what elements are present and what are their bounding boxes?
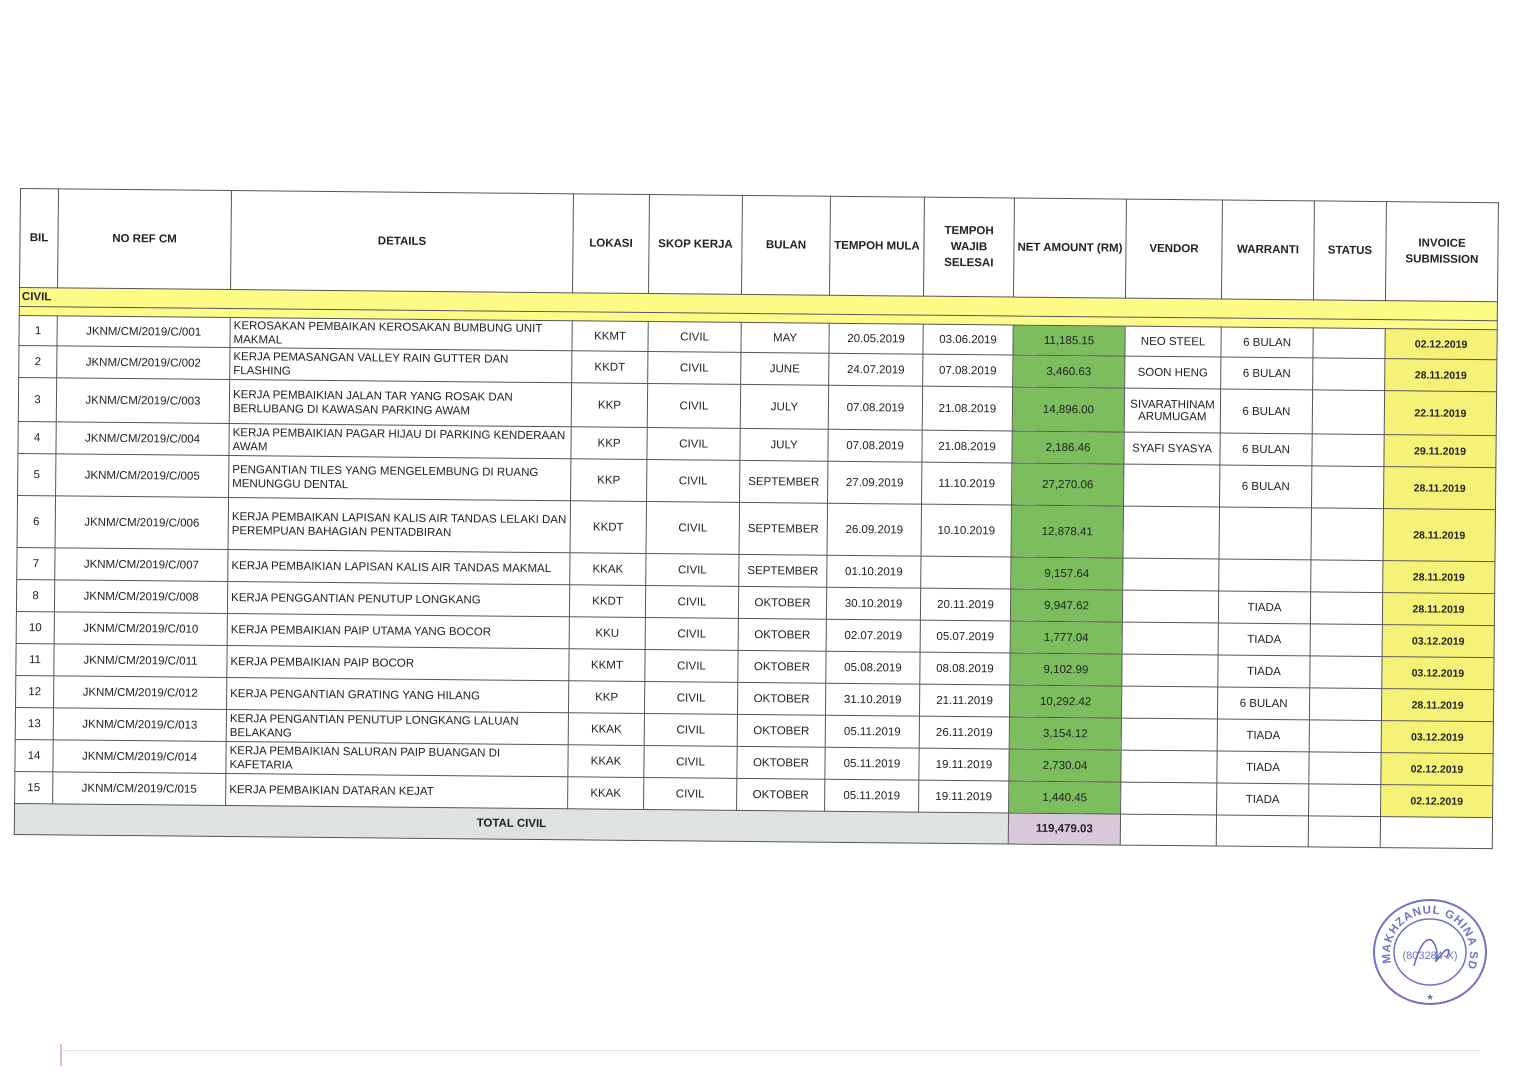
cell-tempoh-wajib-selesai: 11.10.2019 [922,462,1012,505]
cell-status [1312,434,1384,467]
cell-warranti [1219,559,1311,592]
cell-invoice-submission: 28.11.2019 [1383,509,1495,562]
cell-details: KERJA PENGGANTIAN PENUTUP LONGKANG [227,582,569,617]
cell-skop-kerja: CIVIL [644,778,737,811]
cell-tempoh-mula: 05.11.2019 [825,747,919,780]
cell-invoice-submission: 03.12.2019 [1382,625,1494,658]
header-vendor: VENDOR [1125,199,1222,299]
cell-warranti: TIADA [1218,623,1310,656]
cell-warranti: 6 BULAN [1220,433,1312,466]
cell-tempoh-wajib-selesai: 10.10.2019 [921,504,1011,557]
cell-lokasi: KKAK [568,713,644,746]
cell-bil: 12 [16,675,54,707]
cell-invoice-submission: 22.11.2019 [1384,391,1496,436]
cell-status [1310,592,1382,625]
cell-tempoh-wajib-selesai: 08.08.2019 [920,652,1010,685]
section-label: CIVIL [19,288,1497,321]
header-invoice-submission: INVOICE SUBMISSION [1385,202,1498,302]
total-empty-warranti [1216,815,1308,847]
cell-skop-kerja: CIVIL [646,554,739,587]
cell-bil: 7 [17,547,55,579]
cell-warranti: TIADA [1217,719,1309,752]
cell-details: KERJA PEMBAIKAN LAPISAN KALIS AIR TANDAS LELAKI DAN PEREMPUAN BAHAGIAN PENTADBIRAN [228,498,570,553]
margin-mark [60,1044,62,1066]
total-amount: 119,479.03 [1008,813,1120,845]
cell-lokasi: KKMT [569,649,645,682]
cell-no-ref: JKNM/CM/2019/C/001 [57,316,230,348]
cell-skop-kerja: CIVIL [647,460,740,503]
cell-net-amount: 3,154.12 [1009,717,1121,750]
cell-details: KERJA PENGANTIAN PENUTUP LONGKANG LALUAN BELAKANG [226,710,568,745]
cell-skop-kerja: CIVIL [644,682,737,715]
cell-invoice-submission: 02.12.2019 [1381,753,1493,786]
cell-vendor [1122,590,1218,623]
cell-skop-kerja: CIVIL [645,618,738,651]
cell-tempoh-mula: 05.11.2019 [825,779,919,812]
cell-details: KERJA PEMASANGAN VALLEY RAIN GUTTER DAN FLASHING [230,348,572,383]
cell-vendor [1121,782,1217,815]
cell-tempoh-wajib-selesai: 05.07.2019 [920,620,1010,653]
cell-bil: 1 [19,315,57,345]
cell-no-ref: JKNM/CM/2019/C/005 [56,454,229,498]
cell-net-amount: 10,292.42 [1009,685,1121,718]
header-skop-kerja: SKOP KERJA [649,195,743,295]
cell-vendor: SYAFI SYASYA [1124,432,1220,465]
cell-bil: 15 [15,771,53,803]
cell-bulan: OKTOBER [738,586,826,619]
cell-tempoh-mula: 02.07.2019 [826,619,920,652]
cell-tempoh-wajib-selesai: 21.08.2019 [922,430,1012,463]
header-bulan: BULAN [742,195,831,295]
cell-tempoh-wajib-selesai [921,556,1011,589]
cell-tempoh-wajib-selesai: 21.08.2019 [922,386,1012,431]
cell-invoice-submission: 28.11.2019 [1383,467,1495,510]
stamp-registration-number: (803284-X) [1402,950,1458,962]
cell-bulan: JULY [740,384,828,429]
cell-tempoh-mula: 30.10.2019 [826,587,920,620]
cell-net-amount: 9,157.64 [1011,557,1123,590]
cell-bulan: OKTOBER [737,682,825,715]
cell-tempoh-wajib-selesai: 07.08.2019 [923,354,1013,387]
cell-status [1309,784,1381,817]
stamp-company-name: MAKHZANUL GHINA SD [1380,904,1480,972]
cell-bil: 14 [15,739,53,771]
cell-net-amount: 2,186.46 [1012,431,1124,464]
cell-tempoh-wajib-selesai: 19.11.2019 [919,780,1009,813]
cell-invoice-submission: 03.12.2019 [1382,657,1494,690]
cell-bulan: JULY [740,428,828,461]
cell-bulan: OKTOBER [737,746,825,779]
cell-details: PENGANTIAN TILES YANG MENGELEMBUNG DI RUANG MENUNGGU DENTAL [229,456,571,501]
cell-invoice-submission: 28.11.2019 [1383,561,1495,594]
cell-lokasi: KKAK [568,745,644,778]
cell-invoice-submission: 28.11.2019 [1381,689,1493,722]
stamp-star-icon: ★ [1425,992,1435,1002]
header-status: STATUS [1313,201,1386,301]
cell-bulan: OKTOBER [737,714,825,747]
cell-invoice-submission: 03.12.2019 [1381,721,1493,754]
cell-tempoh-wajib-selesai: 26.11.2019 [919,716,1009,749]
cell-details: KERJA PEMBAIKIAN PAIP UTAMA YANG BOCOR [227,614,569,649]
cell-net-amount: 9,947.62 [1010,589,1122,622]
cell-lokasi: KKP [571,427,647,460]
cell-details: KERJA PEMBAIKIAN SALURAN PAIP BUANGAN DI KAFETARIA [226,742,568,777]
cell-bil: 11 [16,643,54,675]
header-lokasi: LOKASI [573,194,650,294]
footer-line [60,1050,1480,1051]
cell-bulan: SEPTEMBER [739,554,827,587]
header-bil: BIL [20,189,59,288]
cell-net-amount: 11,185.15 [1013,325,1125,356]
header-net-amount: NET AMOUNT (RM) [1013,198,1126,298]
cell-lokasi: KKAK [568,777,644,810]
cell-lokasi: KKMT [572,321,648,352]
cell-warranti: TIADA [1218,591,1310,624]
cell-bulan: OKTOBER [738,650,826,683]
cell-status [1309,720,1381,753]
cell-net-amount: 14,896.00 [1012,387,1124,432]
cell-bil: 6 [17,495,55,547]
cell-no-ref: JKNM/CM/2019/C/008 [54,580,227,614]
civil-works-table-sheet [14,188,1498,849]
cell-vendor [1123,506,1219,559]
cell-net-amount: 1,440.45 [1009,781,1121,814]
cell-lokasi: KKAK [570,553,646,586]
cell-net-amount: 3,460.63 [1013,355,1125,388]
cell-vendor: SOON HENG [1125,356,1221,389]
cell-status [1309,752,1381,785]
cell-vendor: SIVARATHINAM ARUMUGAM [1124,388,1220,433]
cell-net-amount: 9,102.99 [1010,653,1122,686]
cell-tempoh-mula: 01.10.2019 [827,555,921,588]
cell-bulan: SEPTEMBER [739,502,827,555]
cell-net-amount: 27,270.06 [1012,463,1124,506]
cell-no-ref: JKNM/CM/2019/C/002 [57,346,230,380]
cell-status [1310,624,1382,657]
cell-lokasi: KKDT [572,351,648,384]
cell-no-ref: JKNM/CM/2019/C/006 [55,496,228,550]
cell-status [1311,466,1383,509]
cell-skop-kerja: CIVIL [645,586,738,619]
cell-no-ref: JKNM/CM/2019/C/013 [53,708,226,742]
cell-status [1313,328,1385,359]
cell-tempoh-mula: 27.09.2019 [828,461,922,504]
cell-bulan: OKTOBER [737,778,825,811]
cell-skop-kerja: CIVIL [647,428,740,461]
cell-skop-kerja: CIVIL [645,650,738,683]
cell-vendor: NEO STEEL [1125,326,1221,357]
cell-bil: 5 [18,453,56,495]
cell-bulan: JUNE [741,352,829,385]
cell-net-amount: 12,878.41 [1011,505,1123,558]
cell-skop-kerja: CIVIL [644,746,737,779]
total-label: TOTAL CIVIL [14,803,1008,844]
cell-warranti: TIADA [1218,655,1310,688]
header-tempoh-wajib-selesai: TEMPOH WAJIB SELESAI [924,197,1015,297]
cell-vendor [1121,750,1217,783]
company-stamp [1370,896,1490,1008]
cell-vendor [1122,654,1218,687]
cell-bil: 3 [18,377,56,421]
cell-vendor [1123,558,1219,591]
cell-tempoh-mula: 07.08.2019 [828,385,922,430]
cell-lokasi: KKP [571,383,647,428]
cell-status [1313,358,1385,391]
cell-tempoh-wajib-selesai: 20.11.2019 [920,588,1010,621]
cell-vendor [1121,686,1217,719]
cell-no-ref: JKNM/CM/2019/C/010 [54,612,227,646]
cell-bulan: SEPTEMBER [740,460,828,503]
cell-skop-kerja: CIVIL [644,714,737,747]
total-empty-invoice [1380,817,1492,849]
cell-lokasi: KKP [571,459,647,502]
cell-status [1310,656,1382,689]
cell-tempoh-mula: 07.08.2019 [828,429,922,462]
header-no-ref: NO REF CM [58,189,232,290]
total-empty-vendor [1120,814,1216,846]
cell-skop-kerja: CIVIL [646,502,739,555]
cell-invoice-submission: 28.11.2019 [1382,593,1494,626]
cell-tempoh-mula: 24.07.2019 [829,353,923,386]
cell-warranti: 6 BULAN [1221,357,1313,390]
cell-status [1311,560,1383,593]
cell-invoice-submission: 29.11.2019 [1384,435,1496,468]
cell-bulan: MAY [741,322,829,353]
cell-net-amount: 1,777.04 [1010,621,1122,654]
cell-skop-kerja: CIVIL [648,352,741,385]
cell-no-ref: JKNM/CM/2019/C/014 [53,740,226,774]
cell-warranti: TIADA [1217,783,1309,816]
cell-warranti [1219,507,1311,560]
cell-bil: 10 [16,611,54,643]
cell-bulan: OKTOBER [738,618,826,651]
cell-details: KERJA PEMBAIKIAN DATARAN KEJAT [226,774,568,809]
cell-warranti: 6 BULAN [1219,465,1311,508]
cell-bil: 2 [19,345,57,377]
cell-warranti: 6 BULAN [1217,687,1309,720]
cell-bil: 13 [15,707,53,739]
cell-tempoh-wajib-selesai: 21.11.2019 [919,684,1009,717]
cell-vendor [1121,718,1217,751]
cell-no-ref: JKNM/CM/2019/C/004 [56,422,229,456]
cell-invoice-submission: 02.12.2019 [1385,329,1497,360]
cell-tempoh-mula: 05.08.2019 [826,651,920,684]
cell-details: KERJA PEMBAIKIAN JALAN TAR YANG ROSAK DAN BERLUBANG DI KAWASAN PARKING AWAM [229,380,571,427]
cell-status [1312,390,1384,435]
cell-lokasi: KKU [569,617,645,650]
cell-lokasi: KKP [568,681,644,714]
cell-details: KEROSAKAN PEMBAIKAN KEROSAKAN BUMBUNG UNIT MAKMAL [230,318,572,351]
cell-bil: 8 [16,579,54,611]
cell-no-ref: JKNM/CM/2019/C/015 [53,772,226,806]
cell-tempoh-mula: 05.11.2019 [825,715,919,748]
cell-no-ref: JKNM/CM/2019/C/003 [56,378,229,424]
cell-vendor [1122,622,1218,655]
cell-details: KERJA PEMBAIKIAN LAPISAN KALIS AIR TANDAS MAKMAL [228,550,570,585]
cell-skop-kerja: CIVIL [647,384,740,429]
cell-invoice-submission: 02.12.2019 [1381,785,1493,818]
cell-bil: 4 [18,421,56,453]
header-warranti: WARRANTI [1221,200,1314,300]
cell-status [1311,508,1383,561]
cell-details: KERJA PENGANTIAN GRATING YANG HILANG [227,678,569,713]
cell-invoice-submission: 28.11.2019 [1385,359,1497,392]
civil-works-table [14,188,1499,849]
cell-tempoh-wajib-selesai: 19.11.2019 [919,748,1009,781]
cell-warranti: 6 BULAN [1220,389,1312,434]
cell-vendor [1123,464,1219,507]
cell-details: KERJA PEMBAIKIAN PAGAR HIJAU DI PARKING KENDERAAN AWAM [229,424,571,459]
cell-no-ref: JKNM/CM/2019/C/011 [54,644,227,678]
header-details: DETAILS [231,191,574,293]
cell-tempoh-mula: 26.09.2019 [827,503,921,556]
cell-warranti: 6 BULAN [1221,327,1313,358]
cell-tempoh-mula: 31.10.2019 [825,683,919,716]
cell-no-ref: JKNM/CM/2019/C/012 [54,676,227,710]
cell-tempoh-wajib-selesai: 03.06.2019 [923,324,1013,355]
cell-no-ref: JKNM/CM/2019/C/007 [55,548,228,582]
company-stamp-seal [1370,896,1490,1008]
header-tempoh-mula: TEMPOH MULA [830,196,925,296]
total-empty-status [1308,816,1380,848]
cell-details: KERJA PEMBAIKIAN PAIP BOCOR [227,646,569,681]
cell-skop-kerja: CIVIL [648,322,741,353]
cell-net-amount: 2,730.04 [1009,749,1121,782]
header-row [20,189,1499,302]
cell-status [1309,688,1381,721]
cell-lokasi: KKDT [569,585,645,618]
cell-lokasi: KKDT [570,501,646,554]
cell-warranti: TIADA [1217,751,1309,784]
cell-tempoh-mula: 20.05.2019 [829,323,923,354]
